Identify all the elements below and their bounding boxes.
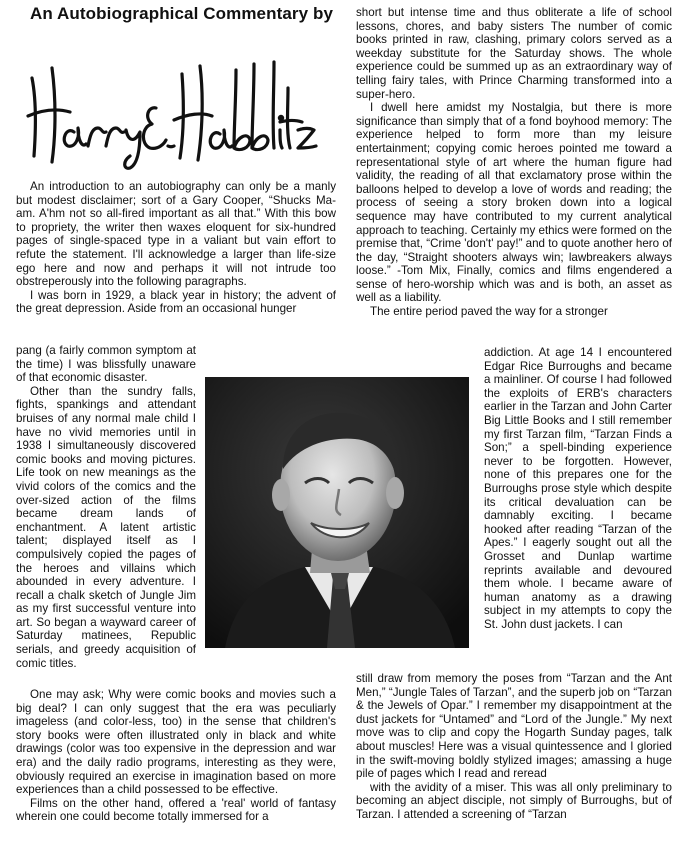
paragraph: with the avidity of a miser. This was all only preliminary to becoming an abject disciple, not simply of Burroughs, but of Tarzan. I attended a screening of “Tarzan	[356, 780, 672, 821]
paragraph: An introduction to an autobiography can only be a manly but modest disclaimer; sort of a Gary Cooper, “Shucks Ma-am. A'hm not so all-fired important as all that.” With this bow to propriety, the writer then waxes eloquent for six-hundred pages of single-spaced type in a valiant but vain effort to refute the statement. I'll acknowledge a larger than life-size ego here and now and perhaps it will not intrude too obstreperously into the following paragraphs.	[16, 180, 336, 289]
paragraph: addiction. At age 14 I encountered Edgar Rice Burroughs and became a mainliner. Of course I had followed the exploits of ERB's characters earlier in the Tarzan and John Carter Big Little Books and I still remember my first Tarzan film, “Tarzan Finds a Son;” a spell-binding experience never to be forgotten. However, none of this prepares one for the Burroughs prose style which despite its critical devaluation can be damnably exciting. I became hooked after reading “Tarzan of the Apes.” I eagerly sought out all the Grosset and Dunlap wartime reprints available and devoured them whole. I became aware of human anatomy as a drawing subject in my attempts to copy the St. John dust jackets. I can	[484, 346, 672, 631]
article-heading: An Autobiographical Commentary by	[30, 4, 334, 23]
paragraph: The entire period paved the way for a stronger	[370, 305, 608, 319]
signature-graphic	[22, 48, 322, 176]
portrait-icon	[205, 377, 469, 648]
paragraph: I dwell here amidst my Nostalgia, but there is more significance than simply that of a fond boyhood memory: The experience helped to form more than my leisure entertainment; copying comic heroes pointed me toward a representational style of art where the human figure had validity, the reading of all that exclamatory prose within the balloons helped to develop a love of words and reading; the process of seeing a story broken down into a logical sequence may have contributed to my current analytical approach to teaching. Certainly my ethics were formed on the premise that, “Crime 'don't' pay!” and to quote another hero of the day, “Straight shooters always win; lawbreakers always loose.” -Tom Mix, Finally, comics and films engendered a sense of hero-worship which was and is both, an asset as well as a liability.	[356, 101, 672, 305]
paragraph: Other than the sundry falls, fights, spankings and attendant bruises of any normal male child I have no vivid memories until in 1938 I simultaneously discovered comic books and moving pictures. Life took on new meanings as the vivid colors of the comics and the over-sized action of the films became dream lands of enchantment. A latent artistic talent; displayed itself as I compulsively copied the pages of the heroes and villains which abounded in every adventure. I recall a chalk sketch of Jungle Jim as my first successful venture into art. So began a wayward career of Saturday matinees, Republic serials, and greedy acquisition of comic titles.	[16, 384, 196, 670]
paragraph: pang (a fairly common symptom at the time) I was blissfully unaware of that economic disaster.	[16, 344, 196, 385]
paragraph: Films on the other hand, offered a 'real' world of fantasy wherein one could become totally immersed for a	[16, 796, 336, 824]
paragraph: I was born in 1929, a black year in history; the advent of the great depression. Aside from an occasional hunger	[16, 288, 336, 316]
paragraph: short but intense time and thus obliterate a life of school lessons, chores, and baby sisters The number of comic books printed in raw, clashing, primary colors served as a weekday substitute for the Saturday shows. The whole experience could be summed up as an extraordinary way of telling fairy tales, with Prince Charming transformed into a super-hero.	[356, 6, 672, 101]
paragraph: still draw from memory the poses from “Tarzan and the Ant Men,” “Jungle Tales of Tarzan”, and the superb job on “Tarzan & the Jewels of Opar.” I remember my disappointment at the dust jackets for “Untamed” and “Lord of the Jungle.” My next move was to clip and copy the Hogarth Sunday pages, talk about muscles! Here was a visual quintessence and I gloried in the swift-moving boldly stylized images; amassing a huge pile of pages which I read and reread	[356, 672, 673, 781]
paragraph: One may ask; Why were comic books and movies such a big deal? I can only suggest that the era was peculiarly imageless (and color-less, too) in the sense that children's story books were often illustrated only in black and white drawings (color was too expensive in the depression and war era) and the daily radio programs, interesting as they were, obviously required an exercise in imagination based on more experiences than a child possessed to be effective.	[16, 688, 336, 797]
author-portrait-photo	[205, 377, 469, 648]
author-signature	[22, 48, 322, 176]
